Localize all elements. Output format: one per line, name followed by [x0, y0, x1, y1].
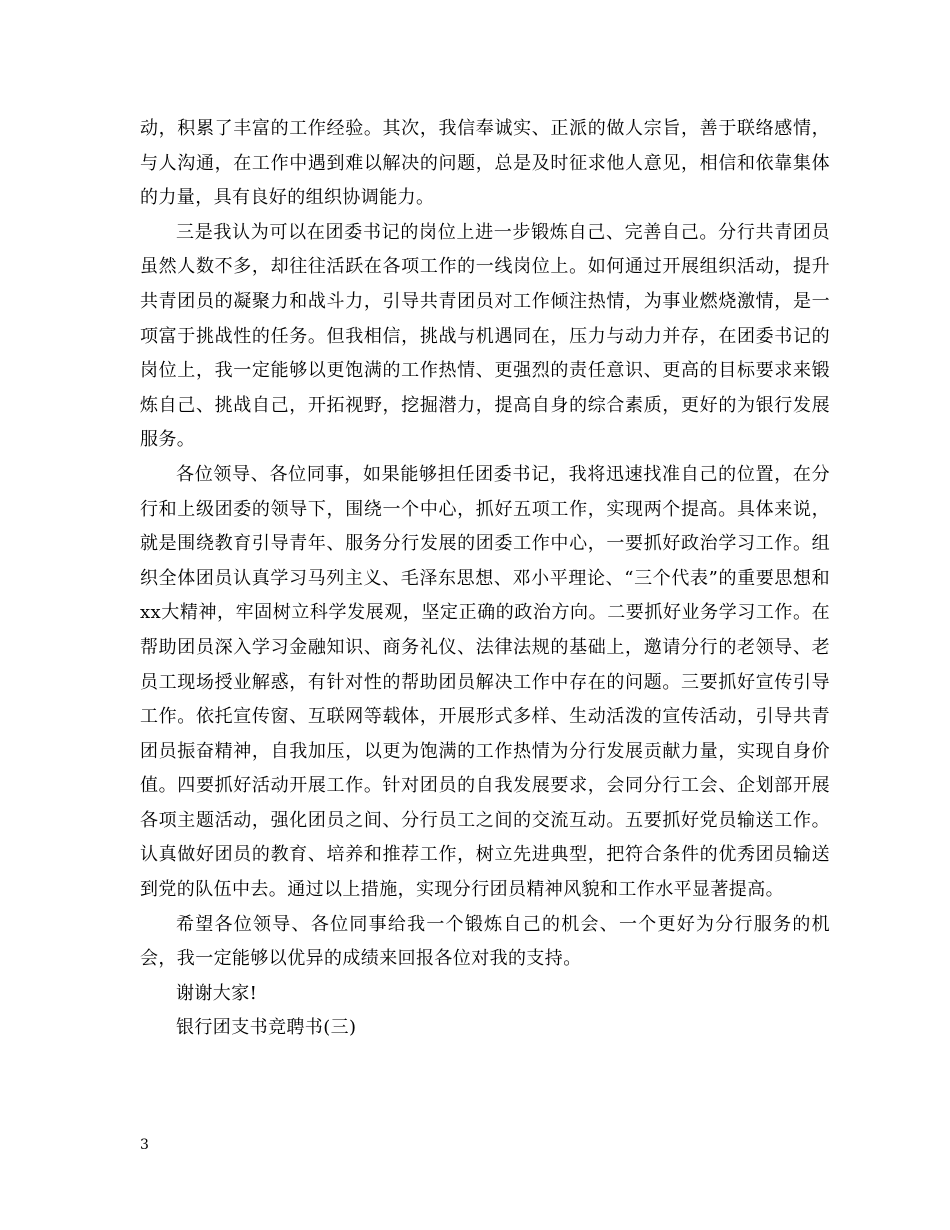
document-body	[140, 112, 830, 1046]
paragraph-self-improvement: 三是我认为可以在团委书记的岗位上进一步锻炼自己、完善自己。分行共青团员虽然人数不多，却往往活跃在各项工作的一线岗位上。如何通过开展组织活动，提升共青团员的凝聚力和战斗力，引导共青团员对工作倾注热情，为事业燃烧激情，是一项富于挑战性的任务。但我相信，挑战与机遇同在，压力与动力并存，在团委书记的岗位上，我一定能够以更饱满的工作热情、更强烈的责任意识、更高的目标要求来锻炼自己、挑战自己，开拓视野，挖掘潜力，提高自身的综合素质，更好的为银行发展服务。	[140, 221, 830, 451]
paragraph-closing-request: 希望各位领导、各位同事给我一个锻炼自己的机会、一个更好为分行服务的机会，我一定能够以优异的成绩来回报各位对我的支持。	[140, 913, 830, 970]
paragraph-continuation: 动，积累了丰富的工作经验。其次，我信奉诚实、正派的做人宗旨，善于联络感情，与人沟通，在工作中遇到难以解决的问题，总是及时征求他人意见，相信和依靠集体的力量，具有良好的组织协调能力。	[140, 118, 830, 209]
paragraph-thanks: 谢谢大家!	[176, 982, 258, 1004]
section-heading: 银行团支书竞聘书(三)	[176, 1017, 357, 1039]
paragraph-work-plan: 各位领导、各位同事，如果能够担任团委书记，我将迅速找准自己的位置，在分行和上级团委的领导下，围绕一个中心，抓好五项工作，实现两个提高。具体来说，就是围绕教育引导青年、服务分行发展的团委工作中心，一要抓好政治学习工作。组织全体团员认真学习马列主义、毛泽东思想、邓小平理论、“三个代表”的重要思想和xx大精神，牢固树立科学发展观，坚定正确的政治方向。二要抓好业务学习工作。在帮助团员深入学习金融知识、商务礼仪、法律法规的基础上，邀请分行的老领导、老员工现场授业解惑，有针对性的帮助团员解决工作中存在的问题。三要抓好宣传引导工作。依托宣传窗、互联网等载体，开展形式多样、生动活泼的宣传活动，引导共青团员振奋精神，自我加压，以更为饱满的工作热情为分行发展贡献力量，实现自身价值。四要抓好活动开展工作。针对团员的自我发展要求，会同分行工会、企划部开展各项主题活动，强化团员之间、分行员工之间的交流互动。五要抓好党员输送工作。认真做好团员的教育、培养和推荐工作，树立先进典型，把符合条件的优秀团员输送到党的队伍中去。通过以上措施，实现分行团员精神风貌和工作水平显著提高。	[140, 463, 830, 901]
page-number: 3	[140, 1137, 149, 1153]
